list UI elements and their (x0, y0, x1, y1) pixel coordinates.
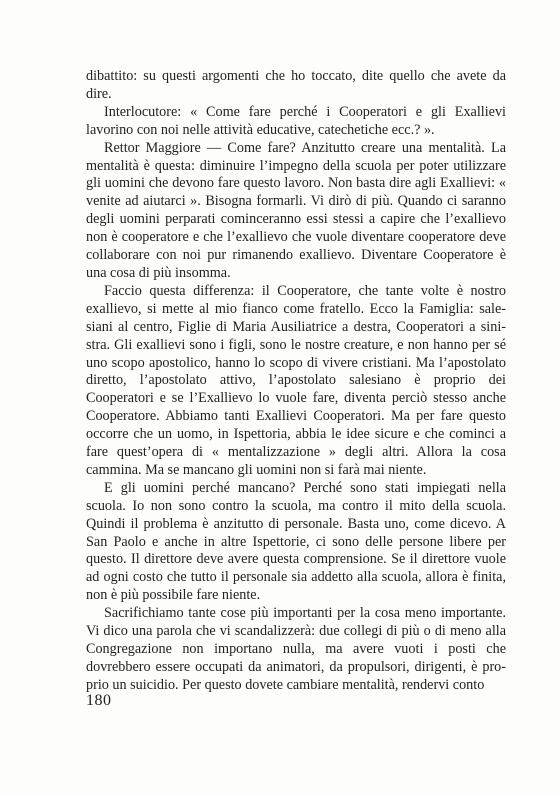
paragraph-continuation: dibattito: su questi argomenti che ho toccato, dite quello che avete da dire. (86, 68, 506, 102)
paragraph-uomini: E gli uomini perché mancano? Perché sono stati impiegati nella scuola. Io non sono contro la scuola, ma contro il mito della scuola. Quindi il problema è anzitutto di personale. Basta uno, come dicevo. A San Paolo e anche in altre Ispettorie, ci sono delle persone libere per questo. Il direttore deve avere questa comprensione. Se il direttore vuole ad ogni costo che tutto il personale sia addetto alla scuola, allora è finita, non è più possibile fare niente. (86, 479, 506, 604)
paragraph-rettor-maggiore: Rettor Maggiore — Come fare? Anzitutto creare una mentalità. La mentalità è questa: diminuire l’impegno della scuola per poter utilizzare gli uomini che devono fare questo lavoro. Non basta dire agli Exallievi: « venite ad aiutarci ». Bisogna formarli. Vi dirò di più. Quando ci saranno degli uomini perparati cominceranno essi stessi a capire che l’exallievo non è cooperatore e che l’exallievo che vuole diventare cooperatore deve collaborare con noi pur rimanendo exallievo. Diventare Cooperatore è una cosa di più insomma. (86, 139, 506, 281)
paragraph-sacrifichiamo: Sacrifichiamo tante cose più importanti per la cosa meno importante. Vi dico una parola che vi scandalizzerà: due collegi di più o di meno alla Congregazione non importano nulla, ma avere vuoti i posti che dovrebbero essere occupati da animatori, da propulsori, dirigenti, è proprio un suicidio. Per questo dovete cambiare mentalità, rendervi conto (86, 605, 506, 693)
paragraph-cooperatore: Faccio questa differenza: il Cooperatore, che tante volte è nostro exallievo, si mette al mio fianco come fratello. Ecco la Famiglia: salesiani al centro, Figlie di Maria Ausiliatrice a destra, Cooperatori a sinistra. Gli exallievi sono i figli, sono le nostre creature, e non hanno per sé uno scopo apostolico, hanno lo scopo di vivere cristiani. Ma l’apostolato diretto, l’apostolato attivo, l’apostolato salesiano è proprio dei Cooperatori e se l’Exallievo lo vuole fare, diventa perciò stesso anche Cooperatore. Abbiamo tanti Exallievi Cooperatori. Ma per fare questo occorre che un uomo, in Ispettoria, abbia le idee sicure e che cominci a fare quest’opera di « mentalizzazione » degli altri. Allora la cosa cammina. Ma se mancano gli uomini non si farà mai niente. (86, 282, 506, 478)
body-text (86, 68, 506, 695)
paragraph-interlocutore: Interlocutore: « Come fare perché i Cooperatori e gli Exallievi lavorino con noi nelle attività educative, catechetiche ecc.? ». (86, 103, 506, 138)
page-number: 180 (86, 692, 112, 709)
